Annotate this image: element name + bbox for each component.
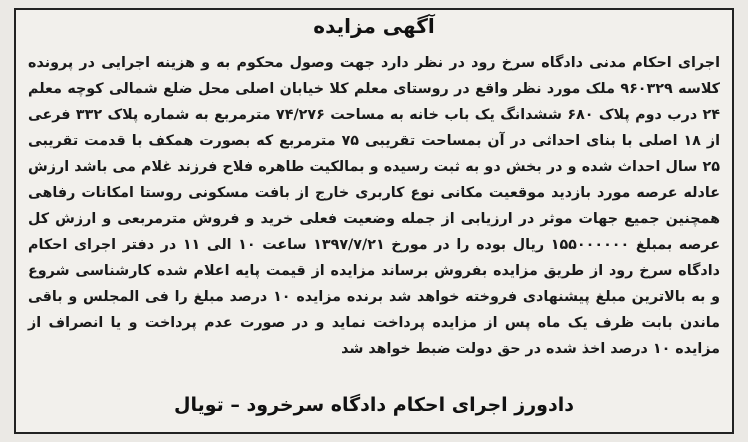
notice-body: اجرای احکام مدنی دادگاه سرخ رود در نظر دارد جهت وصول محکوم به و هزینه اجرایی در پرونده کلاسه ۹۶۰۳۲۹ ملک مورد نظر واقع در روستای معلم کلا خیابان اصلی محل ضلع شمالی کوچه معلم ۲۴ درب دوم پلاک ۶۸۰ ششدانگ یک باب خانه به مساحت ۷۴/۲۷۶ مترمربع به شماره پلاک ۳۳۲ فرعی از ۱۸ اصلی با بنای احداثی در آن بمساحت تقریبی ۷۵ مترمربع که بصورت همکف با قدمت تقریبی ۲۵ سال احداث شده و در بخش دو به ثبت رسیده و بمالکیت طاهره فلاح فرزند غلام می باشد ارزش عادله عرصه مورد بازدید موقعیت مکانی نوع کاربری خارج از بافت مسکونی روستا امکانات رفاهی همچنین جمیع جهات موثر در ارزیابی از جمله وضعیت فعلی خرید و فروش مترمربعی و ارزش کل عرصه بمبلغ ۱۵۵۰۰۰۰۰۰ ریال بوده را در مورخ ۱۳۹۷/۷/۲۱ ساعت ۱۰ الی ۱۱ در دفتر اجرای احکام دادگاه سرخ رود از طریق مزایده بفروش برساند مزایده از قیمت پایه اعلام شده کارشناسی شروع و به بالاترین مبلغ پیشنهادی فروخته خواهد شد برنده مزایده ۱۰ درصد مبلغ را فی المجلس و باقی ماندن بابت ظرف یک ماه پس از مزایده پرداخت نماید و در صورت عدم پرداخت و یا انصراف از مزایده ۱۰ درصد اخذ شده در حق دولت ضبط خواهد شد [28, 55, 721, 357]
notice-title: آگهی مزایده [313, 14, 435, 38]
notice-frame [14, 8, 734, 434]
notice-signature: دادورز اجرای احکام دادگاه سرخرود – تویال [174, 394, 574, 416]
